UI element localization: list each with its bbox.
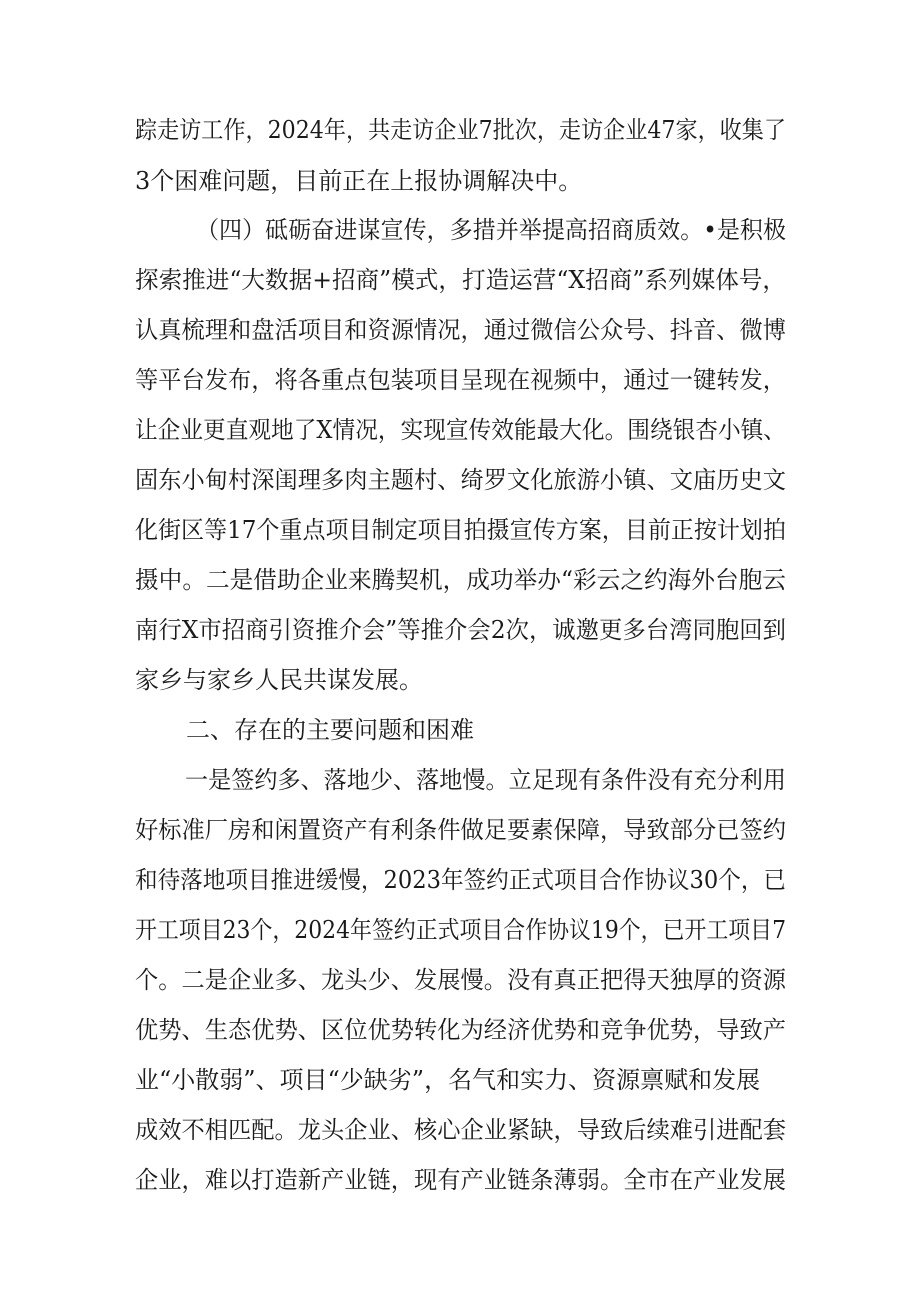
text-line-12 [0,654,920,706]
text-line-7 [0,404,920,456]
text-line-20-content: 业“小散弱”、项目“少缺劣”，名气和实力、资源禀赋和发展 [135,1066,761,1094]
text-line-14-content: 一是签约多、落地少、落地慢。立足现有条件没有充分利用 [185,766,786,794]
text-line-3 [0,204,920,256]
text-line-14 [0,754,920,806]
text-line-2-content: 3个困难问题，目前正在上报协调解决中。 [135,167,583,195]
text-line-18-content: 个。二是企业多、龙头少、发展慢。没有真正把得天独厚的资源 [135,966,787,994]
text-line-15-content: 好标准厂房和闲置资产有利条件做足要素保障，导致部分已签约 [135,816,787,844]
text-line-5 [0,304,920,356]
text-line-6-content: 等平台发布，将各重点包装项目呈现在视频中，通过一键转发， [135,366,787,394]
text-line-9 [0,504,920,556]
text-line-19 [0,1004,920,1056]
text-line-11 [0,604,920,656]
text-line-11-content: 南行X市招商引资推介会”等推介会2次，诚邀更多台湾同胞回到 [135,616,786,644]
text-line-8-content: 固东小甸村深闺理多肉主题村、绮罗文化旅游小镇、文庙历史文 [135,466,787,494]
text-line-16 [0,854,920,906]
text-line-1 [0,104,920,156]
text-line-21 [0,1104,920,1156]
text-line-7-content: 让企业更直观地了X情况，实现宣传效能最大化。围绕银杏小镇、 [135,416,786,444]
text-line-22 [0,1154,920,1206]
text-line-15 [0,804,920,856]
text-line-10-content: 摄中。二是借助企业来腾契机，成功举办“彩云之约海外台胞云 [135,566,786,594]
text-line-17-content: 开工项目23个，2024年签约正式项目合作协议19个，已开工项目7 [135,916,787,944]
text-line-2 [0,155,920,207]
text-line-12-content: 家乡与家乡人民共谋发展。 [135,666,423,694]
text-line-1-content: 踪走访工作，2024年，共走访企业7批次，走访企业47家，收集了 [135,116,786,144]
text-line-4 [0,254,920,306]
section-heading-text: 二、存在的主要问题和困难 [186,716,474,744]
text-line-9-content: 化街区等17个重点项目制定项目拍摄宣传方案，目前正按计划拍 [135,516,786,544]
text-line-4-content: 探索推进“大数据+招商”模式，打造运营“X招商”系列媒体号， [135,266,787,294]
text-line-16-content: 和待落地项目推进缓慢，2023年签约正式项目合作协议30个，已 [135,866,787,894]
text-line-6 [0,354,920,406]
text-line-17 [0,904,920,956]
text-line-3-content: （四）砥砺奋进谋宣传，多措并举提高招商质效。•是积极 [196,216,787,244]
text-line-10 [0,554,920,606]
text-line-19-content: 优势、生态优势、区位优势转化为经济优势和竞争优势，导致产 [135,1016,787,1044]
text-line-8 [0,454,920,506]
text-line-5-content: 认真梳理和盘活项目和资源情况，通过微信公众号、抖音、微博 [135,316,787,344]
text-line-18 [0,954,920,1006]
text-line-20 [0,1054,920,1106]
text-line-22-content: 企业，难以打造新产业链，现有产业链条薄弱。全市在产业发展 [135,1166,787,1194]
text-line-21-content: 成效不相匹配。龙头企业、核心企业紧缺，导致后续难引进配套 [135,1116,787,1144]
section-heading [0,704,920,756]
